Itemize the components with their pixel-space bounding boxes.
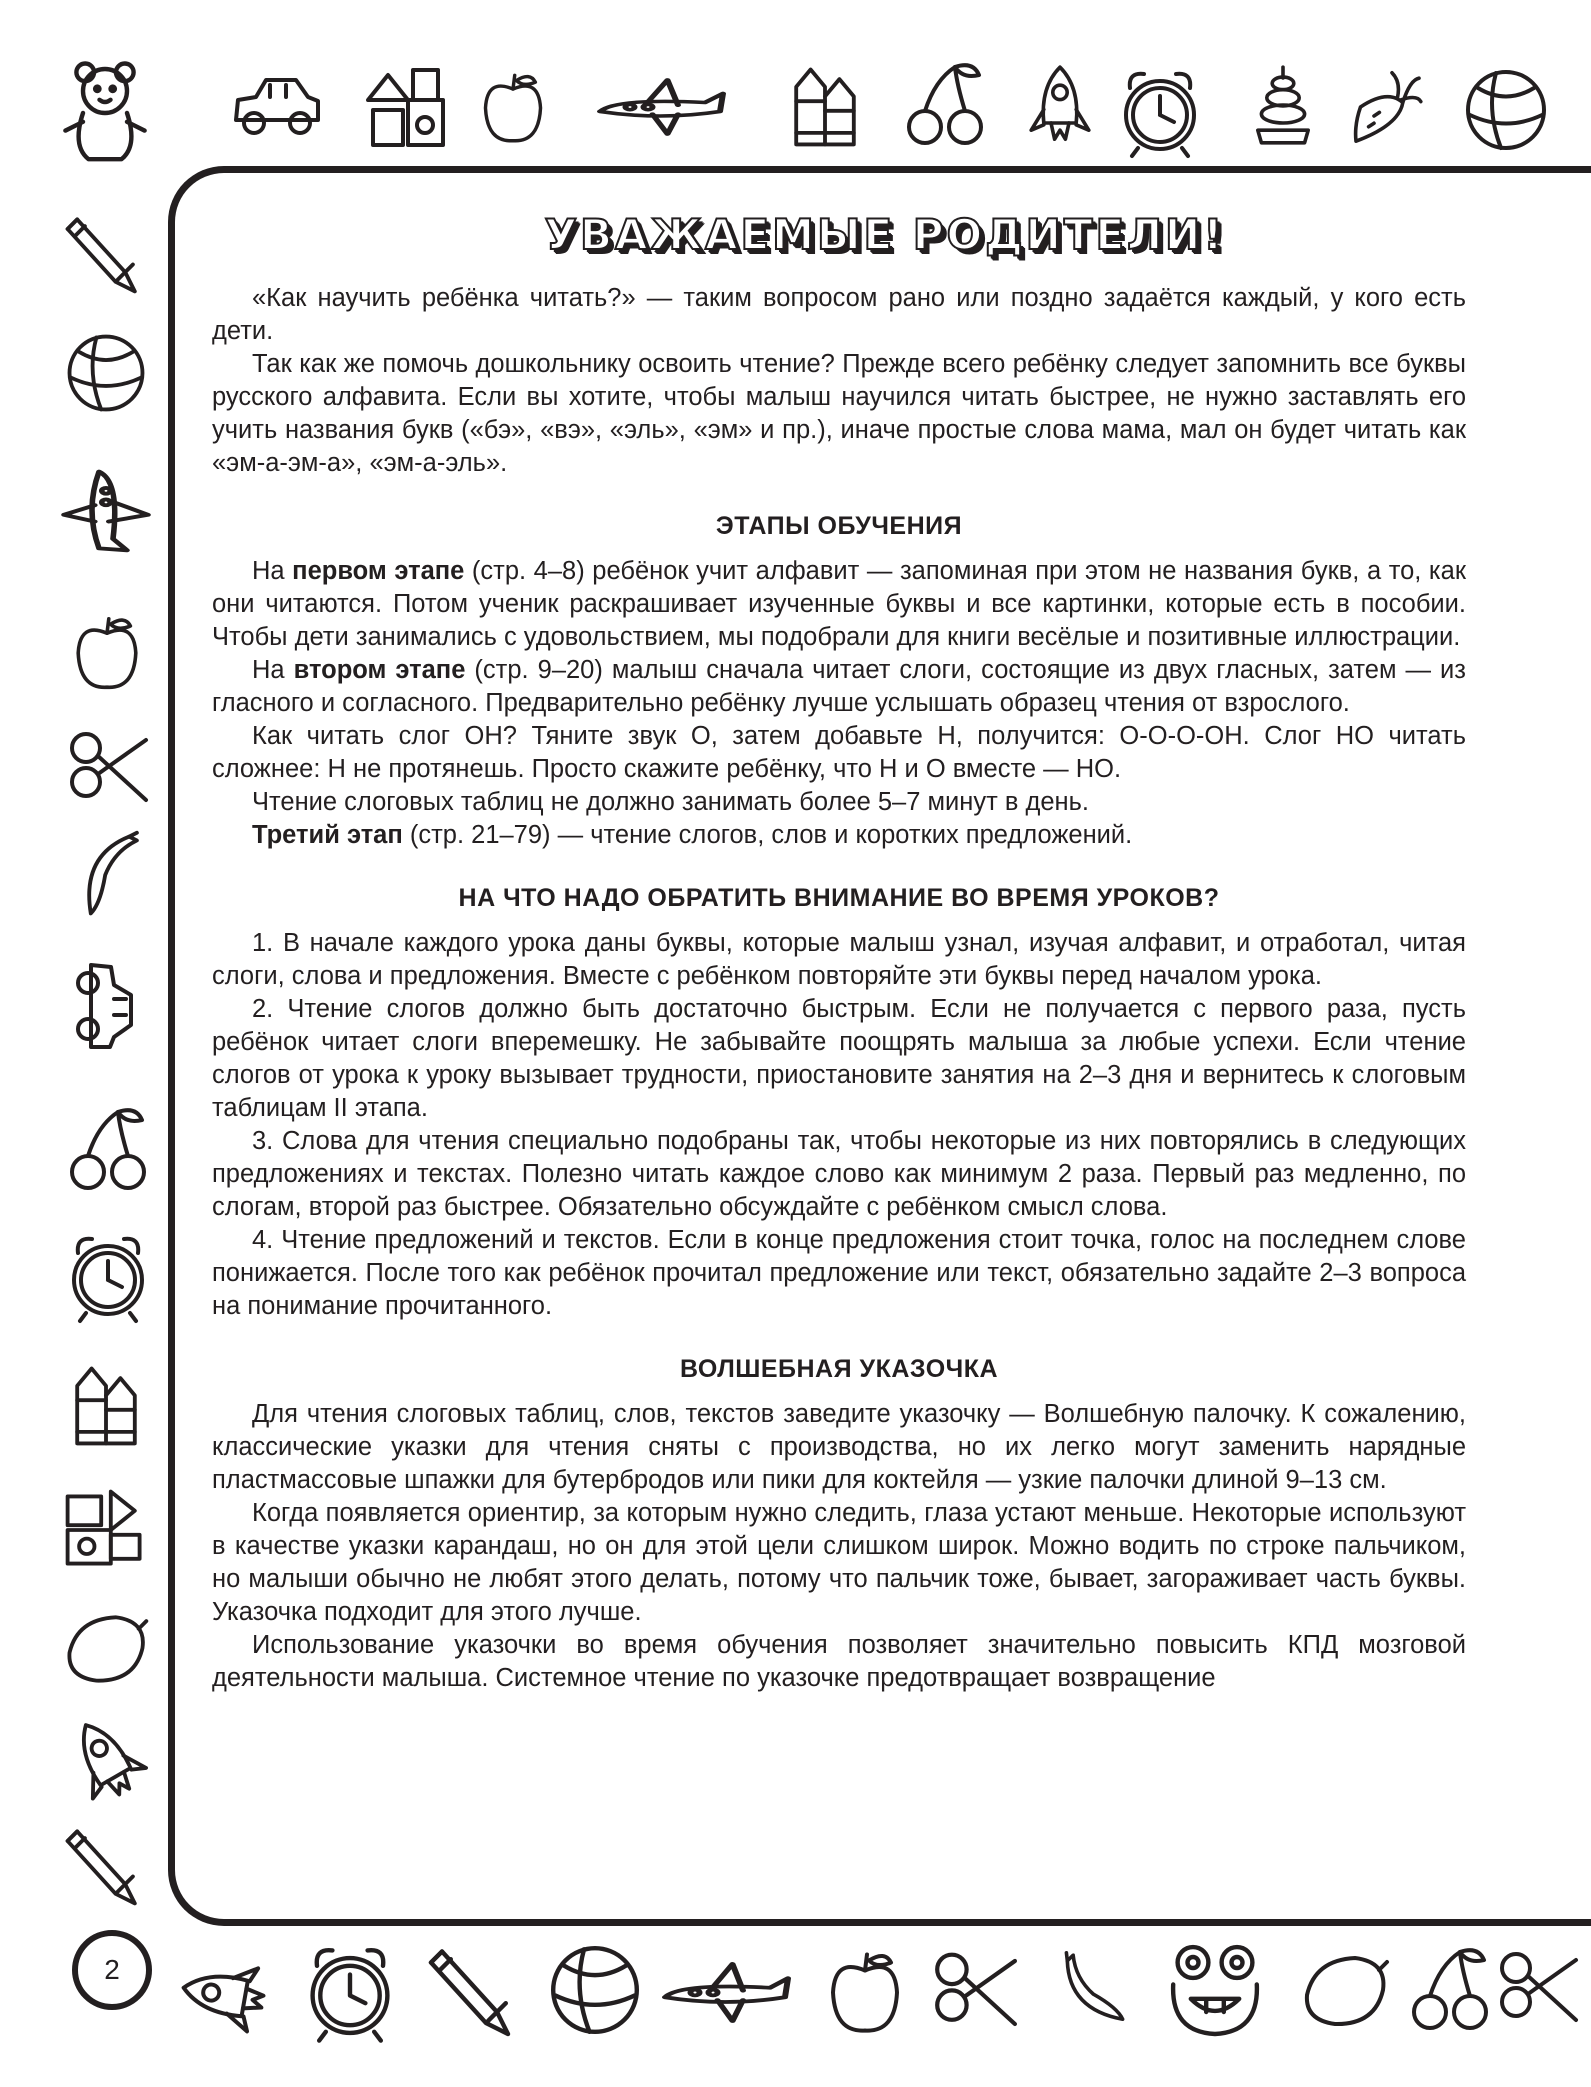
stage-one-label: первом этапе — [292, 557, 465, 585]
apple-icon — [62, 605, 152, 701]
stage-two-paragraph: На втором этапе (стр. 9–20) малыш сначала читает слоги, состоящие из двух гласных, затем — из гласного и согласного. Предварительно ребёнку лучше услышать образец чтения от взрослого. — [212, 656, 1466, 717]
crayons-icon — [775, 58, 875, 154]
rocket-icon — [1015, 55, 1105, 155]
stage-three-label: Третий этап — [252, 821, 403, 849]
beach-ball-icon — [1452, 60, 1560, 160]
syllable-paragraph: Как читать слог ОН? Тяните звук О, затем добавьте Н, получится: О-О-О-ОН. Слог НО читать сложнее: Н не протянешь. Просто скажите ребёнку, что Н и О вместе — НО. — [212, 722, 1466, 783]
frog-icon — [1160, 1935, 1270, 2045]
scissors-icon — [58, 720, 158, 820]
apple-icon — [815, 1940, 915, 2045]
pointer-paragraph: Когда появляется ориентир, за которым нужно следить, глаза устают меньше. Некоторые используют в качестве указки карандаш, но он для этой цели слишком широк. Можно водить по строке пальчиком, но малыши обычно не любят этого делать, потому что пальчик тоже, бывает, загораживает часть буквы. Указочка подходит для этого лучше. — [212, 1499, 1466, 1626]
pointer-paragraph: Использование указочки во время обучения позволяет значительно повысить КПД мозговой деятельности малыша. Системное чтение по указочке предотвращает возвращение — [212, 1631, 1466, 1692]
stage-one-paragraph: На первом этапе (стр. 4–8) ребёнок учит алфавит — запоминая при этом не названия букв, а то, как они читаются. Потом ученик раскрашивает изученные буквы и все картинки, которые есть в пособии. Чтобы дети занимались с удовольствием, мы подобрали для книги весёлые и позитивные иллюстрации. — [212, 557, 1466, 651]
section-heading-attention: НА ЧТО НАДО ОБРАТИТЬ ВНИМАНИЕ ВО ВРЕМЯ УРОКОВ? — [458, 884, 1220, 912]
teddy-bear-icon — [50, 58, 160, 168]
section-heading-pointer: ВОЛШЕБНАЯ УКАЗОЧКА — [679, 1355, 999, 1383]
page-title: УВАЖАЕМЫЕ РОДИТЕЛИ! — [544, 210, 1226, 259]
stage-two-label: втором этапе — [293, 656, 466, 684]
crayons-icon — [58, 1350, 154, 1460]
list-item: 4. Чтение предложений и текстов. Если в конце предложения стоит точка, голос на последнем слове понижается. После того как ребёнок прочитал предложение или текст, обязательно задайте 2–3 вопроса на понимание прочитанного. — [212, 1226, 1466, 1320]
body-content — [212, 282, 1466, 1695]
section-heading-stages: ЭТАПЫ ОБУЧЕНИЯ — [715, 512, 963, 540]
banana-icon — [1030, 1945, 1160, 2035]
pencil-icon — [420, 1935, 530, 2045]
toy-blocks-icon — [58, 1475, 154, 1585]
banana-icon — [62, 820, 158, 930]
time-limit-paragraph: Чтение слоговых таблиц не должно занимать более 5–7 минут в день. — [252, 788, 1089, 816]
toy-blocks-icon — [358, 55, 458, 155]
airplane-icon — [585, 62, 735, 152]
list-item: 2. Чтение слогов должно быть достаточно быстрым. Если не получается с первого раза, пусть ребёнок читает слоги вперемешку. Не забывайте поощрять малыша за любые успехи. Если чтение слогов от урока к уроку вызывает трудности, приостановите занятия на 2–3 дня и вернитесь к слоговым таблицам II этапа. — [212, 995, 1466, 1122]
alarm-clock-icon — [1110, 60, 1210, 160]
carrot-icon — [1335, 62, 1431, 152]
cherries-icon — [1400, 1935, 1500, 2045]
airplane-icon — [58, 440, 154, 580]
pencil-icon — [58, 1815, 154, 1915]
cherries-icon — [895, 55, 995, 155]
toy-car-icon — [212, 55, 340, 155]
lemon-icon — [58, 1600, 154, 1696]
alarm-clock-icon — [295, 1935, 405, 2045]
scissors-icon — [1488, 1935, 1588, 2045]
cherries-icon — [58, 1100, 158, 1200]
airplane-icon — [650, 1945, 800, 2040]
scissors-icon — [920, 1940, 1030, 2045]
rocket-icon — [58, 1705, 154, 1815]
beach-ball-icon — [58, 325, 154, 421]
list-item: 1. В начале каждого урока даны буквы, которые малыш узнал, изучая алфавит, и отработал, читая слоги, слова и предложения. Вместе с ребёнком повторяйте эти буквы перед началом урока. — [212, 929, 1466, 990]
alarm-clock-icon — [58, 1225, 158, 1325]
ring-pyramid-icon — [1238, 55, 1328, 155]
intro-paragraph: Так как же помочь дошкольнику освоить чтение? Прежде всего ребёнку следует запомнить все буквы русского алфавита. Если вы хотите, чтобы малыш научился читать быстрее, не нужно заставлять его учить названия букв («бэ», «вэ», «эль», «эм» и пр.), иначе простые слова мама, мал он будет читать как «эм-а-эм-а», «эм-а-эль». — [212, 350, 1466, 477]
apple-icon — [470, 62, 556, 154]
lemon-icon — [1290, 1940, 1400, 2040]
page-number: 2 — [72, 1930, 152, 2010]
toy-car-icon — [56, 945, 156, 1065]
pencil-icon — [58, 205, 154, 301]
rocket-icon — [170, 1945, 280, 2045]
beach-ball-icon — [540, 1935, 650, 2045]
list-item: 3. Слова для чтения специально подобраны так, чтобы некоторые из них повторялись в следующих предложениях и текстах. Полезно читать каждое слово как минимум 2 раза. Первый раз медленно, по слогам, второй раз быстрее. Обязательно обсуждайте с ребёнком смысл слова. — [212, 1127, 1466, 1221]
intro-paragraph: «Как научить ребёнка читать?» — таким вопросом рано или поздно задаётся каждый, у кого есть дети. — [212, 284, 1466, 345]
pointer-paragraph: Для чтения слоговых таблиц, слов, текстов заведите указочку — Волшебную палочку. К сожалению, классические указки для чтения сняты с производства, но их легко могут заменить нарядные пластмассовые шпажки для бутербродов или пики для коктейля — узкие палочки длиной 9–13 см. — [212, 1400, 1466, 1494]
stage-three-paragraph: Третий этап (стр. 21–79) — чтение слогов, слов и коротких предложений. — [252, 821, 1133, 849]
